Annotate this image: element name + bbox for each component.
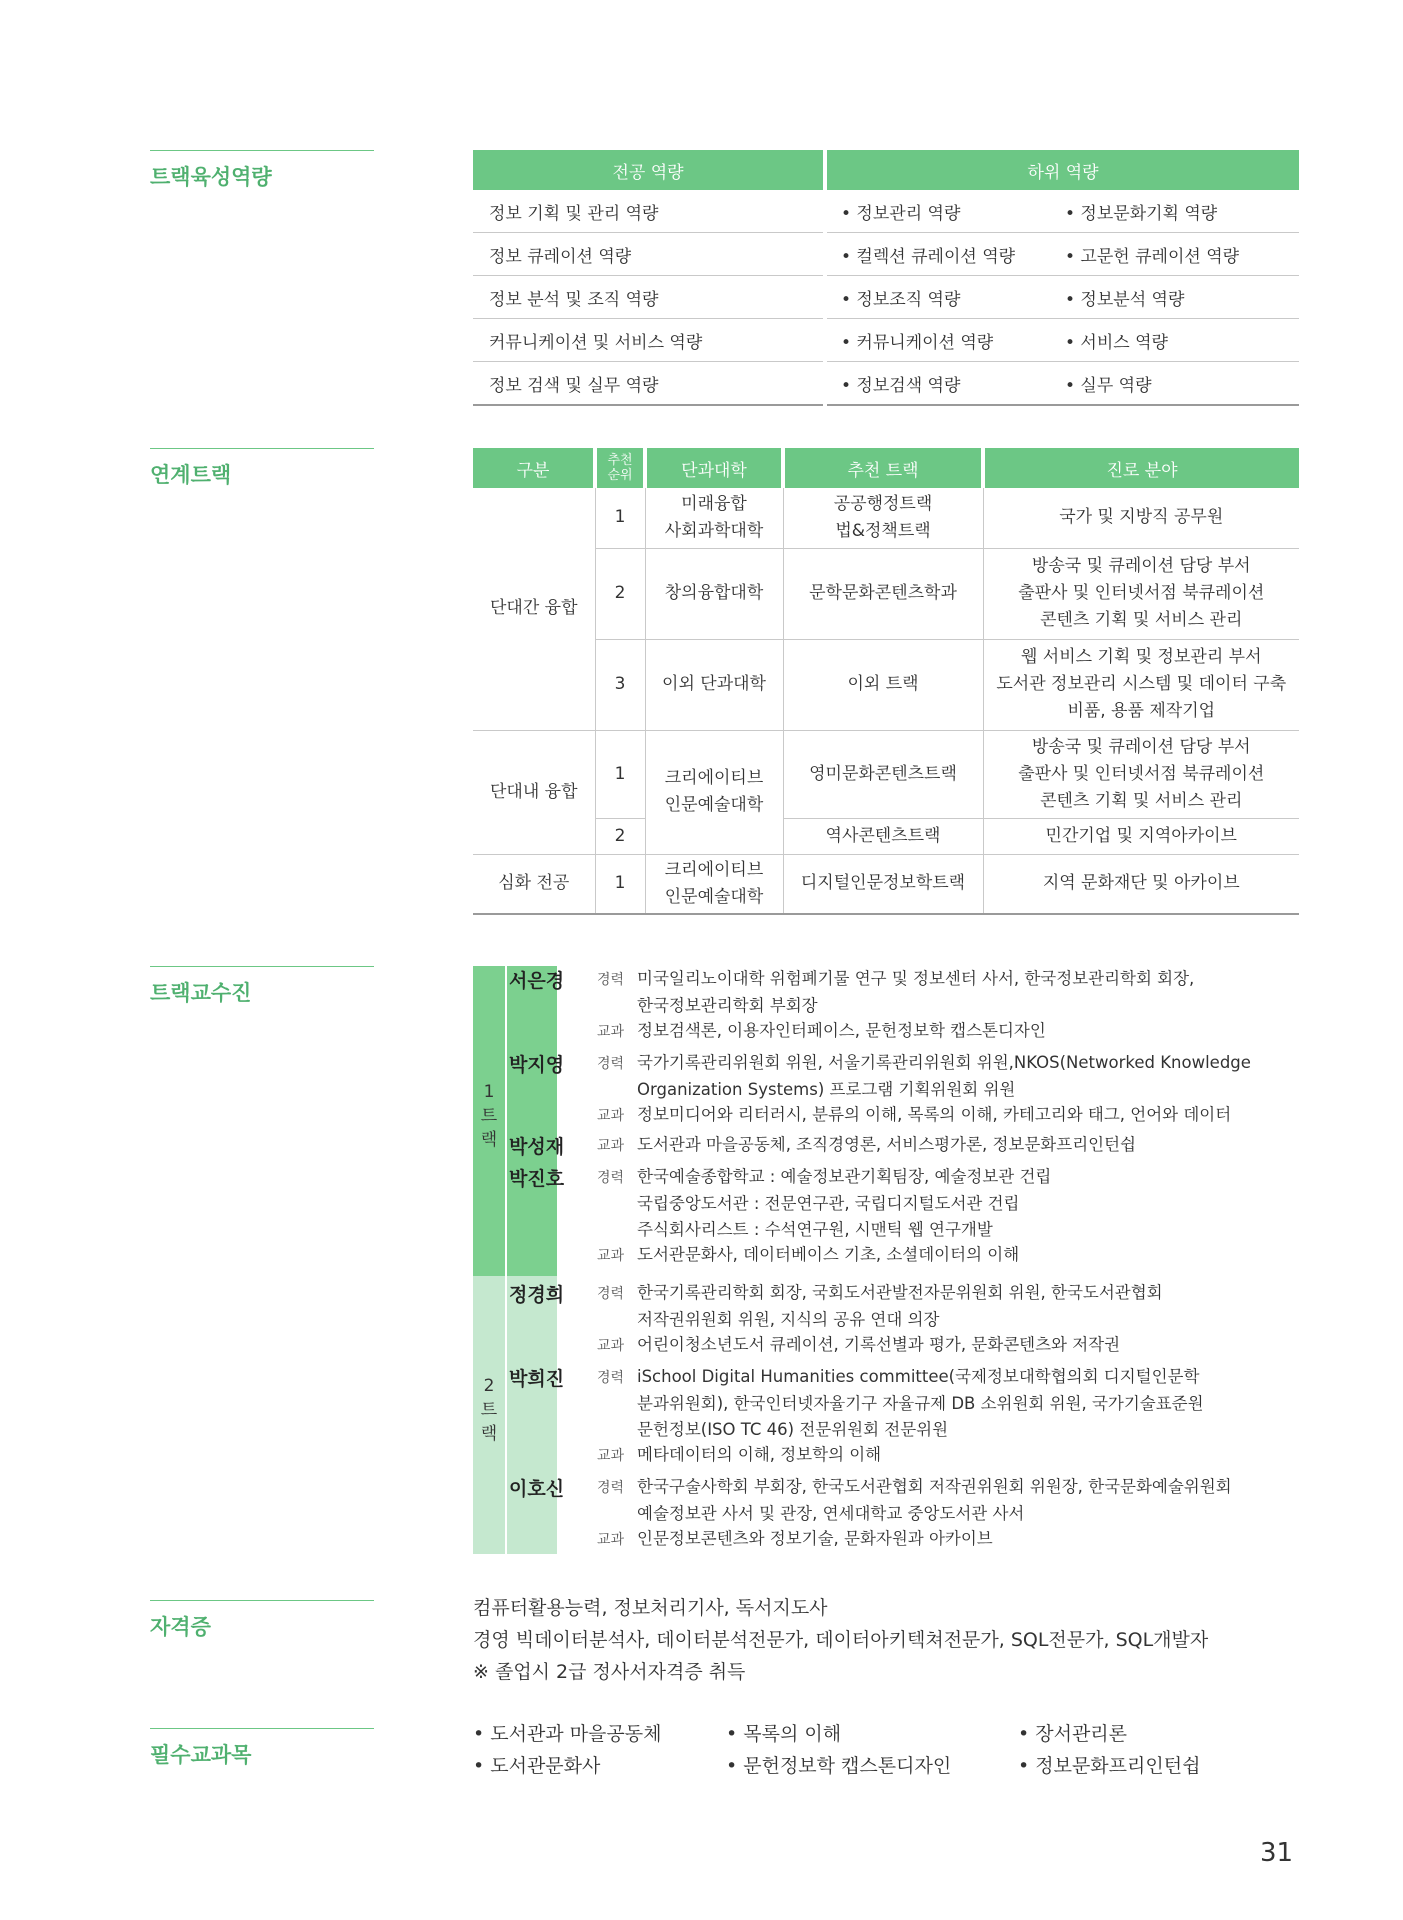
table-row [473,319,1299,362]
sub-competency: • 정보검색 역량 [825,362,1051,406]
table-row [473,639,1299,730]
category-cell: 심화 전공 [473,854,595,914]
track1-label [473,1080,505,1152]
career-text: 국립중앙도서관 : 전문연구관, 국립디지털도서관 건립 [637,1194,1020,1213]
faculty-course [597,1332,1297,1359]
table-row [473,362,1299,406]
header-sub-competency: 하위 역량 [825,150,1299,190]
track-label-char: 랙 [480,1424,498,1444]
required-course-column [1018,1718,1200,1782]
faculty-list [473,966,1299,1554]
track-line: 공공행정트랙 [833,493,933,514]
career-cell [983,639,1299,730]
course-tag: 교과 [597,1448,625,1464]
rank-cell: 1 [595,488,645,548]
faculty-career [597,1050,1297,1103]
rank-cell: 2 [595,818,645,854]
faculty-career [597,1164,1297,1243]
sub-competency: • 서비스 역량 [1051,319,1299,362]
career-cell: 지역 문화재단 및 아카이브 [983,854,1299,914]
table-row [473,190,1299,233]
header-category: 구분 [473,448,595,488]
certificate-line: 컴퓨터활용능력, 정보처리기사, 독서지도사 [473,1597,828,1619]
required-course-column [726,1718,951,1782]
table-row [473,233,1299,276]
table-row [473,818,1299,854]
section-title-competency: 트랙육성역량 [150,150,374,191]
course-text: 어린이청소년도서 큐레이션, 기록선별과 평가, 문화콘텐츠와 저작권 [637,1335,1121,1354]
college-line: 크리에이티브 [664,768,764,788]
sub-competency: • 정보분석 역량 [1051,276,1299,319]
college-cell [645,488,783,548]
track-cell: 디지털인문정보학트랙 [783,854,983,914]
major-competency: 정보 기획 및 관리 역량 [473,190,825,233]
sub-competency: • 정보조직 역량 [825,276,1051,319]
section-title-required-courses: 필수교과목 [150,1728,374,1769]
track-label-char: 트 [480,1400,498,1420]
competency-table [473,150,1299,406]
certificate-line: ※ 졸업시 2급 정사서자격증 취득 [473,1661,746,1683]
major-competency: 커뮤니케이션 및 서비스 역량 [473,319,825,362]
career-tag: 경력 [597,1170,625,1186]
faculty-name: 이호신 [509,1478,565,1500]
section-title-certificates: 자격증 [150,1600,374,1641]
faculty-course [597,1526,1297,1553]
faculty-career [597,1364,1297,1443]
career-line: 출판사 및 인터넷서점 북큐레이션 [1018,763,1265,784]
college-cell: 이외 단과대학 [645,639,783,730]
college-line: 인문예술대학 [664,886,764,907]
sub-competency: • 컬렉션 큐레이션 역량 [825,233,1051,276]
rank-cell: 1 [595,854,645,914]
faculty-course [597,1442,1297,1469]
certificate-line: 경영 빅데이터분석사, 데이터분석전문가, 데이터아키텍쳐전문가, SQL전문가, SQL개발자 [473,1629,1209,1651]
career-line: 방송국 및 큐레이션 담당 부서 [1031,736,1251,757]
college-cell: 창의융합대학 [645,548,783,639]
college-line: 미래융합 [681,493,747,514]
rank-cell: 1 [595,730,645,818]
track-cell: 문학문화콘텐츠학과 [783,548,983,639]
college-cell [645,730,783,854]
track-label-char: 트 [480,1106,498,1126]
college-line: 크리에이티브 [664,859,764,880]
career-tag: 경력 [597,1480,625,1496]
required-course: • 도서관문화사 [473,1755,601,1777]
header-rank-line1: 추천 [607,453,633,468]
linked-track-table [473,448,1299,915]
career-text: 분과위원회), 한국인터넷자율기구 자율규제 DB 소위원회 위원, 국가기술표준원 [637,1394,1204,1413]
faculty-career [597,1474,1297,1527]
college-line: 사회과학대학 [664,520,764,541]
course-tag: 교과 [597,1248,625,1264]
required-course: • 문헌정보학 캡스톤디자인 [726,1755,952,1777]
rank-cell: 3 [595,639,645,730]
faculty-name: 박성재 [509,1136,565,1158]
category-cell: 단대내 융합 [473,730,595,854]
career-text: 국가기록관리위원회 위원, 서울기록관리위원회 위원,NKOS(Networked Knowledge [637,1053,1251,1072]
sub-competency: • 실무 역량 [1051,362,1299,406]
career-line: 도서관 정보관리 시스템 및 데이터 구축 [996,674,1287,694]
course-text: 정보검색론, 이용자인터페이스, 문헌정보학 캡스톤디자인 [637,1021,1046,1040]
course-text: 정보미디어와 리터러시, 분류의 이해, 목록의 이해, 카테고리와 태그, 언어와 데이터 [637,1105,1232,1124]
sub-competency: • 정보문화기획 역량 [1051,190,1299,233]
category-cell: 단대간 융합 [473,488,595,730]
header-rank-line2: 순위 [607,468,633,483]
college-line: 인문예술대학 [664,795,764,815]
track-cell: 영미문화콘텐츠트랙 [783,730,983,818]
faculty-course [597,1102,1297,1129]
faculty-course [597,1132,1297,1159]
faculty-name: 박희진 [509,1368,565,1390]
course-tag: 교과 [597,1532,625,1548]
table-row [473,730,1299,818]
faculty-name: 정경희 [509,1284,565,1306]
major-competency: 정보 큐레이션 역량 [473,233,825,276]
course-text: 메타데이터의 이해, 정보학의 이해 [637,1445,882,1464]
required-course: • 목록의 이해 [726,1723,842,1745]
career-text: 주식회사리스트 : 수석연구원, 시맨틱 웹 연구개발 [637,1220,993,1239]
career-text: 한국정보관리학회 부회장 [637,996,818,1015]
career-line: 콘텐츠 기획 및 서비스 관리 [1040,610,1243,630]
required-course: • 정보문화프리인턴쉽 [1018,1755,1201,1777]
career-text: iSchool Digital Humanities committee(국제정보대학협의회 디지털인문학 [637,1367,1200,1386]
career-cell: 민간기업 및 지역아카이브 [983,818,1299,854]
career-text: 한국예술종합학교 : 예술정보관기획팀장, 예술정보관 건립 [637,1167,1052,1186]
required-course: • 도서관과 마을공동체 [473,1723,662,1745]
course-text: 도서관문화사, 데이터베이스 기초, 소셜데이터의 이해 [637,1245,1020,1264]
track-label-char: 랙 [480,1130,498,1150]
faculty-name: 서은경 [509,970,565,992]
course-text: 인문정보콘텐츠와 정보기술, 문화자원과 아카이브 [637,1529,993,1548]
career-text: 한국기록관리학회 회장, 국회도서관발전자문위원회 위원, 한국도서관협회 [637,1283,1163,1302]
career-text: 미국일리노이대학 위험폐기물 연구 및 정보센터 사서, 한국정보관리학회 회장, [637,969,1195,988]
sub-competency: • 정보관리 역량 [825,190,1051,233]
career-text: 한국구술사학회 부회장, 한국도서관협회 저작권위원회 위원장, 한국문화예술위원회 [637,1477,1232,1496]
certificate-list [473,1592,1208,1688]
course-tag: 교과 [597,1338,625,1354]
track1-name-band [507,966,557,1276]
faculty-course [597,1018,1297,1045]
table-row [473,854,1299,914]
track-cell: 이외 트랙 [783,639,983,730]
track-cell: 역사콘텐츠트랙 [783,818,983,854]
header-college: 단과대학 [645,448,783,488]
track-cell [783,488,983,548]
table-row [473,276,1299,319]
table-row [473,548,1299,639]
faculty-career [597,966,1297,1019]
header-track: 추천 트랙 [783,448,983,488]
career-text: 저작권위원회 위원, 지식의 공유 연대 의장 [637,1310,940,1329]
section-title-linked-track: 연계트랙 [150,448,374,489]
career-cell [983,548,1299,639]
career-cell: 국가 및 지방직 공무원 [983,488,1299,548]
course-tag: 교과 [597,1108,625,1124]
rank-cell: 2 [595,548,645,639]
faculty-name: 박지영 [509,1054,565,1076]
course-text: 도서관과 마을공동체, 조직경영론, 서비스평가론, 정보문화프리인턴쉽 [637,1135,1136,1154]
faculty-course [597,1242,1297,1269]
header-rank [595,448,645,488]
track2-name-band [507,1276,557,1554]
career-line: 웹 서비스 기획 및 정보관리 부서 [1020,647,1262,667]
faculty-career [597,1280,1297,1333]
header-career: 진로 분야 [983,448,1299,488]
career-line: 방송국 및 큐레이션 담당 부서 [1031,556,1251,576]
header-major-competency: 전공 역량 [473,150,825,190]
table-row [473,488,1299,548]
section-title-faculty: 트랙교수진 [150,966,374,1007]
career-cell [983,730,1299,818]
major-competency: 정보 분석 및 조직 역량 [473,276,825,319]
track2-label [473,1374,505,1446]
career-text: 예술정보관 사서 및 관장, 연세대학교 중앙도서관 사서 [637,1504,1025,1523]
required-course-column [473,1718,661,1782]
career-line: 출판사 및 인터넷서점 북큐레이션 [1018,583,1265,603]
track-label-char: 2 [483,1376,495,1396]
career-text: Organization Systems) 프로그램 기획위원회 위원 [637,1080,1016,1099]
faculty-name: 박진호 [509,1168,565,1190]
major-competency: 정보 검색 및 실무 역량 [473,362,825,406]
course-tag: 교과 [597,1138,625,1154]
sub-competency: • 커뮤니케이션 역량 [825,319,1051,362]
career-line: 비품, 용품 제작기업 [1067,701,1216,721]
career-tag: 경력 [597,1286,625,1302]
required-course: • 장서관리론 [1018,1723,1128,1745]
track-label-char: 1 [483,1082,495,1102]
track-line: 법&정책트랙 [835,520,931,541]
career-tag: 경력 [597,972,625,988]
career-tag: 경력 [597,1056,625,1072]
college-cell [645,854,783,914]
career-tag: 경력 [597,1370,625,1386]
sub-competency: • 고문헌 큐레이션 역량 [1051,233,1299,276]
course-tag: 교과 [597,1024,625,1040]
career-text: 문헌정보(ISO TC 46) 전문위원회 전문위원 [637,1420,949,1439]
page-number: 31 [1260,1838,1294,1868]
career-line: 콘텐츠 기획 및 서비스 관리 [1040,790,1243,811]
